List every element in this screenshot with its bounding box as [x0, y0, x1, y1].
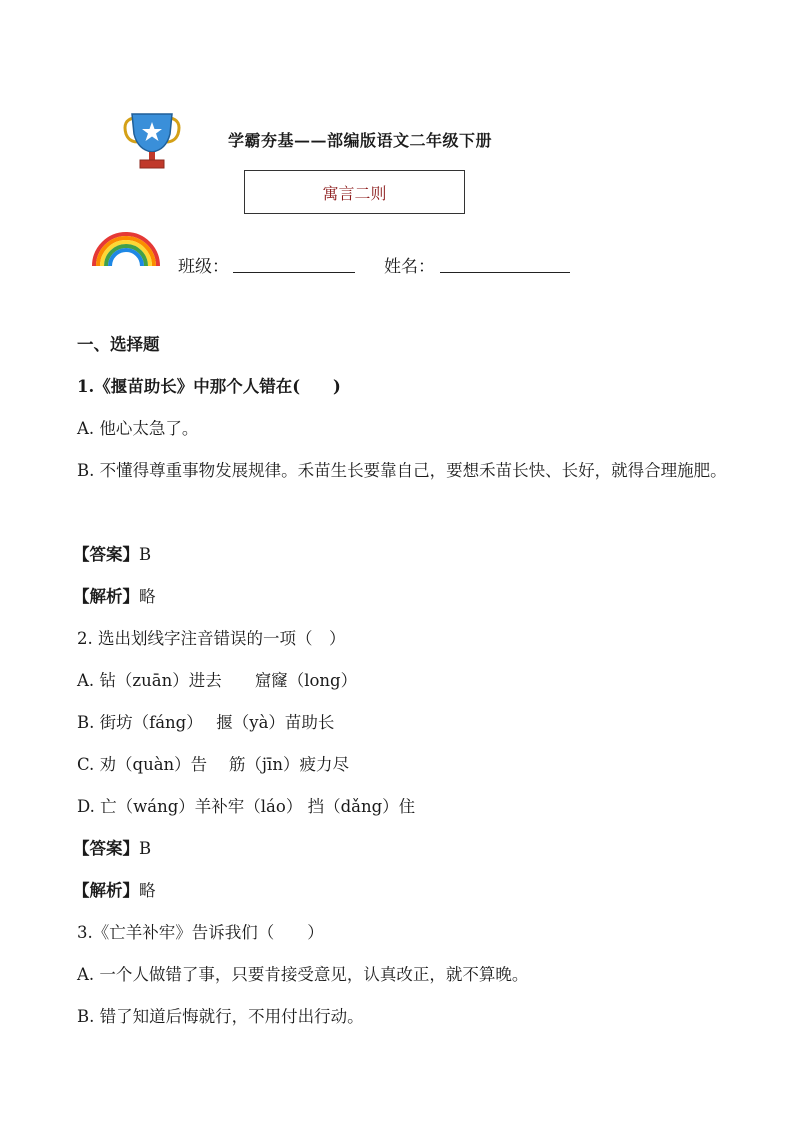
trophy-icon — [120, 110, 184, 170]
question-2-answer: 【答案】B — [73, 839, 152, 858]
question-3-option-a: A. 一个人做错了事，只要肯接受意见，认真改正，就不算晚。 — [77, 965, 529, 984]
question-1-option-a: A. 他心太急了。 — [77, 419, 199, 438]
question-2-option-b: B. 街坊（fáng） 揠（yà）苗助长 — [77, 713, 335, 732]
lesson-title: 寓言二则 — [322, 183, 387, 203]
lesson-title-box — [244, 170, 465, 214]
class-blank[interactable] — [233, 272, 355, 273]
question-1-analysis: 【解析】略 — [73, 587, 156, 606]
question-2-stem: 2. 选出划线字注音错误的一项（ ） — [77, 629, 346, 648]
question-3-stem: 3.《亡羊补牢》告诉我们（ ） — [77, 923, 324, 942]
question-1-answer: 【答案】B — [73, 545, 152, 564]
name-label: 姓名： — [384, 257, 435, 277]
section-title: 一、选择题 — [77, 335, 160, 354]
question-2-option-d: D. 亡（wáng）羊补牢（láo） 挡（dǎng）住 — [77, 797, 416, 816]
question-3-option-b: B. 错了知道后悔就行，不用付出行动。 — [77, 1007, 364, 1026]
class-label: 班级： — [178, 257, 229, 277]
question-1-stem: 1.《揠苗助长》中那个人错在( ) — [77, 377, 341, 396]
rainbow-icon — [88, 226, 164, 268]
name-blank[interactable] — [440, 272, 570, 273]
question-2-option-c: C. 劝（quàn）告 筋（jīn）疲力尽 — [77, 755, 349, 774]
question-2-option-a: A. 钻（zuān）进去 窟窿（long） — [77, 671, 358, 690]
question-2-analysis: 【解析】略 — [73, 881, 156, 900]
question-list — [73, 334, 727, 1048]
question-1-option-b: B. 不懂得尊重事物发展规律。禾苗生长要靠自己，要想禾苗长快、长好，就得合理施肥。 — [77, 461, 727, 480]
document-title: 学霸夯基——部编版语文二年级下册 — [228, 131, 493, 150]
